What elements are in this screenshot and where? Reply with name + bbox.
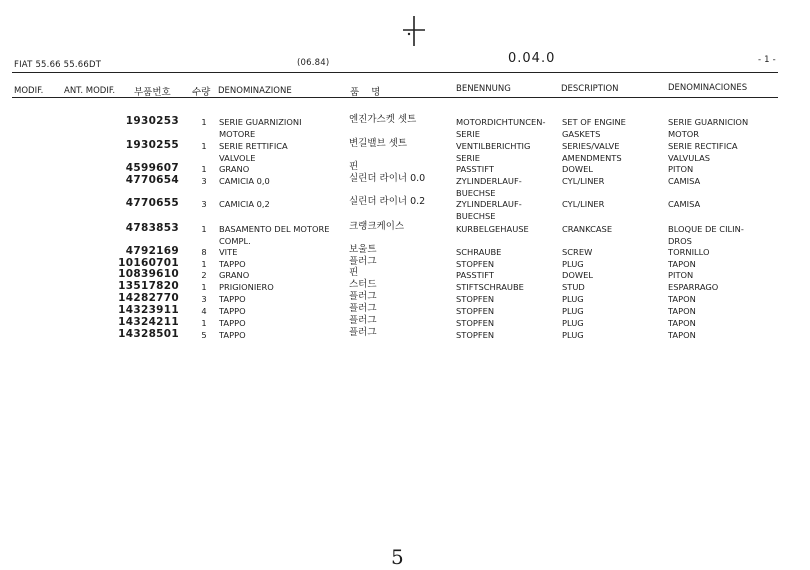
cell-pn: 4792169: [125, 245, 179, 257]
cell-en: PLUG: [562, 306, 584, 316]
col-header-ant-modif: ANT. MODIF.: [64, 86, 116, 96]
cell-pn: 10839610: [118, 268, 179, 280]
header-rule-top: [12, 72, 778, 73]
cell-pn: 1930253: [125, 115, 179, 127]
cell-ko: 보울트: [349, 244, 377, 255]
cell-ko: 실린더 라이너 0.2: [349, 196, 426, 207]
handwritten-page-number: 5: [391, 545, 404, 569]
cell-pn: 4783853: [125, 222, 179, 234]
cell-it: TAPPO: [219, 294, 246, 304]
cell-it: CAMICIA 0,2: [219, 199, 270, 209]
cell-it: VITE: [219, 247, 238, 257]
cell-qty: 1: [201, 224, 207, 234]
cell-es: TAPON: [668, 259, 696, 269]
cell-qty: 1: [201, 282, 207, 292]
model-title: FIAT 55.66 55.66DT: [14, 60, 102, 70]
cell-qty: 3: [201, 176, 207, 186]
cell-qty: 5: [201, 330, 207, 340]
cell-de: PASSTIFT: [456, 270, 494, 280]
cell-pn: 14282770: [118, 292, 179, 304]
cell-pn: 4599607: [125, 162, 179, 174]
cell-en: DOWEL: [562, 164, 593, 174]
cell-it: PRIGIONIERO: [219, 282, 274, 292]
page-number: - 1 -: [758, 55, 776, 65]
cell-ko: 변길밸브 셋트: [349, 138, 408, 149]
cell-es: CAMISA: [668, 176, 701, 186]
cell-pn: 4770654: [125, 174, 179, 186]
edition-date: (06.84): [297, 58, 330, 68]
cell-en: SERIES/VALVE AMENDMENTS: [562, 141, 622, 163]
cell-en: PLUG: [562, 294, 584, 304]
cell-ko: 플러그: [349, 327, 377, 338]
cell-qty: 3: [201, 199, 207, 209]
cell-ko: 엔진가스켓 셋트: [349, 114, 417, 125]
cell-de: STOPFEN: [456, 318, 495, 328]
cell-en: CRANKCASE: [562, 224, 613, 234]
cell-es: TORNILLO: [668, 247, 710, 257]
cell-qty: 2: [201, 270, 207, 280]
col-header-part-number: 부품번호: [134, 87, 171, 98]
cell-en: PLUG: [562, 318, 584, 328]
cell-es: ESPARRAGO: [668, 282, 719, 292]
cell-ko: 핀: [349, 161, 359, 172]
col-header-description: DESCRIPTION: [561, 84, 619, 94]
cell-it: BASAMENTO DEL MOTORE COMPL.: [219, 224, 330, 246]
cell-en: CYL/LINER: [562, 176, 605, 186]
cell-ko: 플러그: [349, 315, 377, 326]
cell-it: GRANO: [219, 270, 250, 280]
cell-ko: 플러그: [349, 303, 377, 314]
cell-es: PITON: [668, 270, 694, 280]
col-header-denominaciones: DENOMINACIONES: [668, 83, 748, 93]
cell-es: CAMISA: [668, 199, 701, 209]
cell-es: TAPON: [668, 318, 696, 328]
col-header-qty: 수량: [192, 87, 211, 98]
cell-pn: 14328501: [118, 328, 179, 340]
cell-qty: 4: [201, 306, 207, 316]
cell-it: CAMICIA 0,0: [219, 176, 270, 186]
cell-qty: 1: [201, 259, 207, 269]
cell-it: TAPPO: [219, 306, 246, 316]
col-header-benennung: BENENNUNG: [456, 84, 511, 94]
cell-de: STOPFEN: [456, 259, 495, 269]
cell-ko: 크랭크케이스: [349, 221, 405, 232]
cell-qty: 1: [201, 164, 207, 174]
cell-de: KURBELGEHAUSE: [456, 224, 529, 234]
cell-qty: 3: [201, 294, 207, 304]
cell-pn: 10160701: [118, 257, 179, 269]
cell-it: SERIE RETTIFICA VALVOLE: [219, 141, 288, 163]
col-header-modif: MODIF.: [14, 86, 44, 96]
cell-it: TAPPO: [219, 318, 246, 328]
cell-en: CYL/LINER: [562, 199, 605, 209]
cell-it: TAPPO: [219, 330, 246, 340]
cell-es: BLOQUE DE CILIN- DROS: [668, 224, 744, 246]
cell-de: VENTILBERICHTIG SERIE: [456, 141, 531, 163]
cell-de: STOPFEN: [456, 294, 495, 304]
cell-de: PASSTIFT: [456, 164, 494, 174]
cell-qty: 8: [201, 247, 207, 257]
cell-it: TAPPO: [219, 259, 246, 269]
cell-en: PLUG: [562, 330, 584, 340]
cell-es: TAPON: [668, 330, 696, 340]
cell-ko: 플러그: [349, 291, 377, 302]
cell-it: SERIE GUARNIZIONI MOTORE: [219, 117, 302, 139]
header-rule-bottom: [12, 97, 778, 98]
cell-en: PLUG: [562, 259, 584, 269]
cell-en: DOWEL: [562, 270, 593, 280]
cell-en: SCREW: [562, 247, 593, 257]
cell-qty: 1: [201, 318, 207, 328]
cell-pn: 14324211: [118, 316, 179, 328]
col-header-denominazione: DENOMINAZIONE: [218, 86, 292, 96]
cell-pn: 14323911: [118, 304, 179, 316]
cell-ko: 스터드: [349, 279, 377, 290]
cell-pn: 13517820: [118, 280, 179, 292]
cell-de: STIFTSCHRAUBE: [456, 282, 524, 292]
col-header-korean-name: 품 명: [350, 87, 381, 98]
cell-de: MOTORDICHTUNCEN- SERIE: [456, 117, 546, 139]
cell-pn: 4770655: [125, 197, 179, 209]
cell-ko: 실린더 라이너 0.0: [349, 173, 426, 184]
cell-qty: 1: [201, 117, 207, 127]
cell-de: STOPFEN: [456, 330, 495, 340]
sheet-number: 0.04.0: [508, 51, 556, 66]
cell-en: STUD: [562, 282, 585, 292]
cell-es: TAPON: [668, 306, 696, 316]
cell-en: SET OF ENGINE GASKETS: [562, 117, 626, 139]
cell-es: SERIE RECTIFICA VALVULAS: [668, 141, 738, 163]
cell-it: GRANO: [219, 164, 250, 174]
cell-de: ZYLINDERLAUF- BUECHSE: [456, 199, 522, 221]
cell-de: SCHRAUBE: [456, 247, 502, 257]
cell-de: ZYLINDERLAUF- BUECHSE: [456, 176, 522, 198]
cell-ko: 플러그: [349, 256, 377, 267]
cell-es: TAPON: [668, 294, 696, 304]
cell-es: SERIE GUARNICION MOTOR: [668, 117, 749, 139]
cell-ko: 핀: [349, 267, 359, 278]
cell-qty: 1: [201, 141, 207, 151]
cell-de: STOPFEN: [456, 306, 495, 316]
cell-es: PITON: [668, 164, 694, 174]
cell-pn: 1930255: [125, 139, 179, 151]
registration-mark-icon: [400, 14, 428, 48]
